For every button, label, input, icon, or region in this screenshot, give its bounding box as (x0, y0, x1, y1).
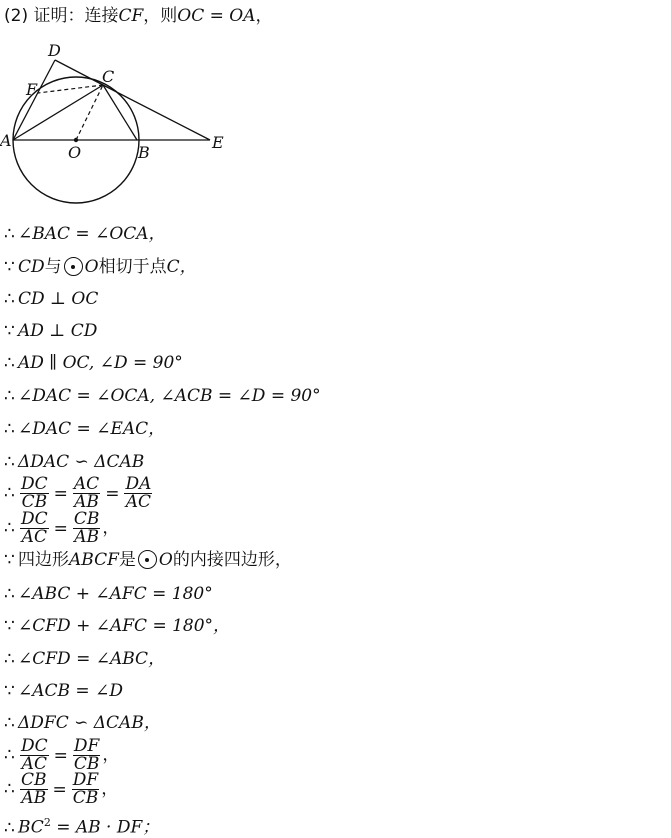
proof-line-3: ∴ CD ⊥ OC (4, 289, 99, 309)
proof-line-9: ∴ $\frac{DC}{CB}$ = $\frac{AC}{AB}$ = $\frac{DA}{AC}$ (4, 474, 152, 512)
header-cf: CF (118, 6, 144, 26)
fraction: $\frac{DC}{AC}$ (21, 509, 48, 547)
geometry-figure (0, 40, 240, 205)
header-comma1: ，则 (143, 6, 178, 26)
segment-dc (55, 60, 103, 85)
proof-line-14: ∴ ∠CFD = ∠ABC， (4, 649, 166, 669)
label-c: C (102, 67, 115, 86)
center-point (74, 138, 78, 142)
proof-header (4, 6, 273, 26)
label-o: O (68, 143, 82, 162)
label-d: D (48, 41, 61, 60)
circle-dot-symbol (64, 257, 83, 276)
header-comma2: ， (255, 6, 273, 26)
proof-line-4: ∵ AD ⊥ CD (4, 321, 98, 341)
fraction: $\frac{DA}{AC}$ (125, 474, 152, 512)
proof-line-8: ∴ ΔDAC ∽ ΔCAB (4, 452, 145, 472)
proof-line-15: ∵ ∠ACB = ∠D (4, 681, 123, 701)
proof-line-13: ∵ ∠CFD + ∠AFC = 180°， (4, 616, 231, 636)
proof-line-10: ∴ $\frac{DC}{AC}$ = $\frac{CB}{AB}$ ， (4, 509, 120, 547)
segment-ad (13, 60, 55, 140)
proof-line-16: ∴ ΔDFC ∽ ΔCAB， (4, 713, 161, 733)
segment-cf-dashed (38, 85, 103, 93)
proof-line-18: ∴ $\frac{CB}{AB}$ = $\frac{DF}{CB}$ ， (4, 770, 119, 808)
header-eq: OC = OA (177, 6, 256, 26)
circle-dot-symbol (138, 550, 157, 569)
proof-line-6: ∴ ∠DAC = ∠OCA, ∠ACB = ∠D = 90° (4, 386, 321, 406)
fraction: $\frac{DF}{CB}$ (73, 736, 100, 774)
proof-line-2: ∵ CD与 O相切于点C， (4, 257, 197, 277)
proof-line-12: ∴ ∠ABC + ∠AFC = 180° (4, 584, 213, 604)
fraction: $\frac{AC}{AB}$ (73, 474, 100, 512)
fraction: $\frac{CB}{AB}$ (73, 509, 100, 547)
proof-line-11: ∵ 四边形ABCF是 O的内接四边形， (4, 550, 292, 570)
proof-line-19: ∴ $BC^2$ = AB · DF； (4, 816, 160, 838)
label-a: A (0, 131, 12, 150)
proof-line-1: ∴ ∠BAC = ∠OCA， (4, 224, 166, 244)
proof-line-5: ∴ AD ∥ OC, ∠D = 90° (4, 353, 183, 373)
segment-ce (103, 85, 210, 140)
fraction: $\frac{CB}{AB}$ (21, 770, 47, 808)
label-e: E (212, 133, 224, 152)
proof-line-7: ∴ ∠DAC = ∠EAC， (4, 419, 166, 439)
proof-line-17: ∴ $\frac{DC}{AC}$ = $\frac{DF}{CB}$ ， (4, 736, 120, 774)
header-prefix: (2) 证明：连接 (4, 6, 119, 26)
label-b: B (138, 143, 150, 162)
label-f: F (26, 80, 38, 99)
fraction: $\frac{DC}{AC}$ (21, 736, 48, 774)
fraction: $\frac{DC}{CB}$ (21, 474, 48, 512)
fraction: $\frac{DF}{CB}$ (72, 770, 99, 808)
